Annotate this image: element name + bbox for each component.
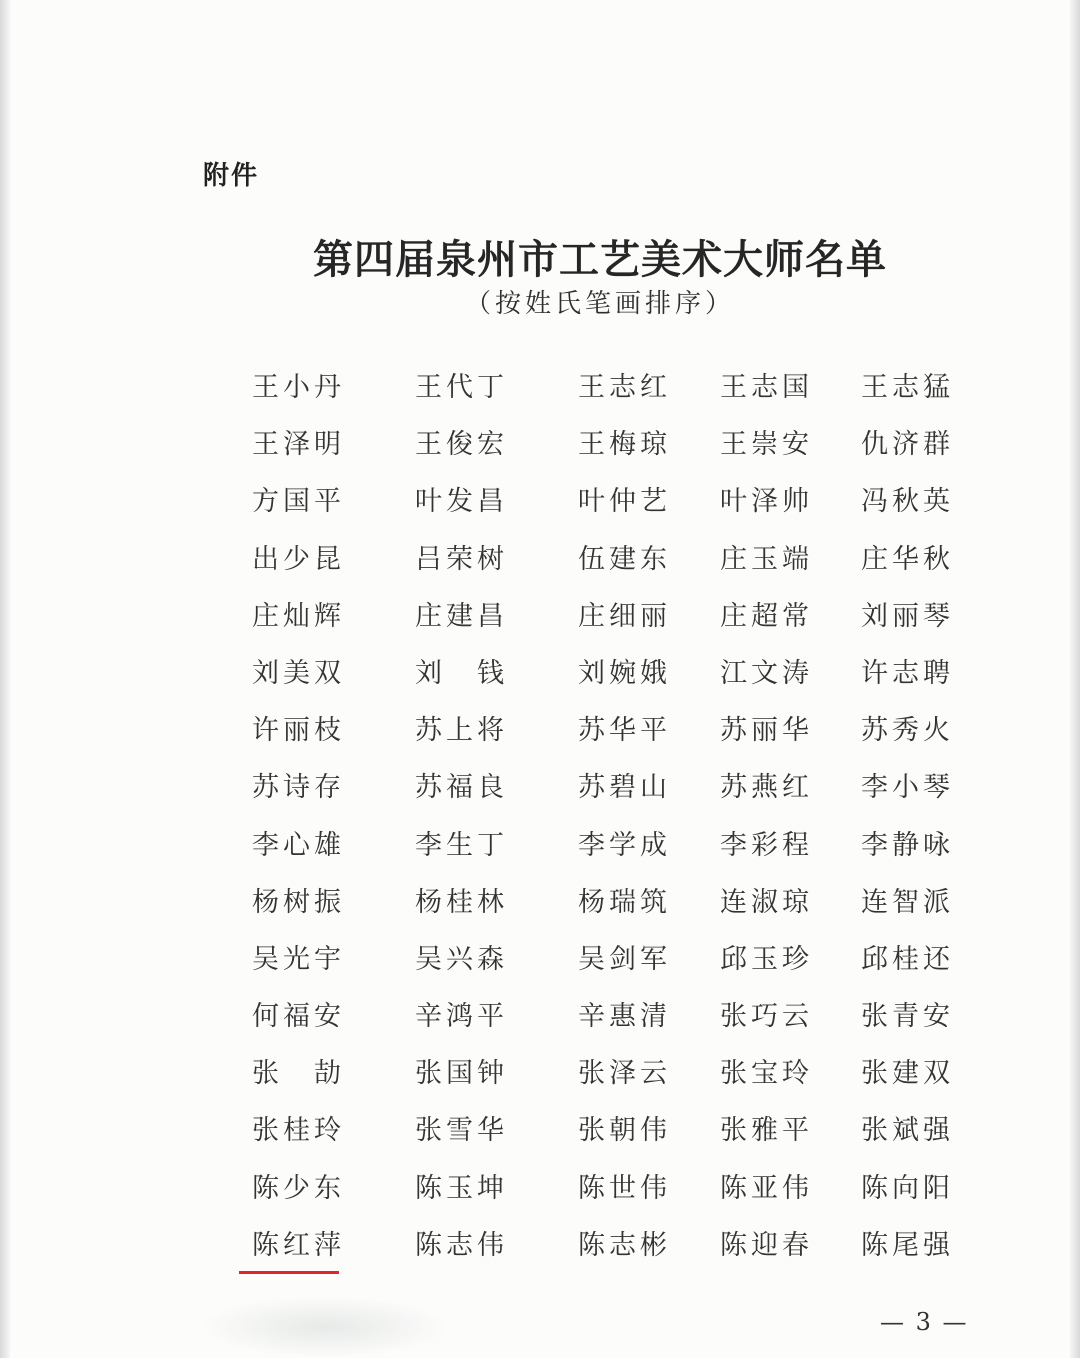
- name-cell: 伍建东: [578, 543, 671, 575]
- name-cell: 陈世伟: [578, 1172, 671, 1204]
- name-cell: 苏燕红: [720, 772, 813, 804]
- page-number: — 3 —: [880, 1308, 969, 1336]
- name-cell: 王志红: [578, 372, 671, 403]
- name-cell: 张宝玲: [720, 1058, 813, 1090]
- name-cell: 王志猛: [861, 372, 954, 403]
- name-cell: 陈向阳: [861, 1172, 954, 1204]
- name-cell: 李生丁: [415, 829, 508, 861]
- name-cell: 李静咏: [861, 829, 954, 861]
- name-cell: 苏诗存: [252, 772, 345, 804]
- name-cell: 陈志伟: [415, 1229, 508, 1261]
- name-cell: 叶发昌: [415, 486, 508, 518]
- name-cell: 王泽明: [252, 429, 345, 461]
- name-cell: 陈迎春: [720, 1229, 813, 1261]
- name-cell: 杨树振: [252, 886, 345, 918]
- name-cell: 邱桂还: [861, 943, 954, 975]
- name-cell: 王代丁: [415, 372, 508, 403]
- name-cell: 叶仲艺: [578, 486, 671, 518]
- red-underline-mark: [239, 1271, 339, 1274]
- name-cell: 吴剑军: [578, 943, 671, 975]
- name-cell: 苏福良: [415, 772, 508, 804]
- scan-smudge: [200, 1296, 450, 1358]
- name-cell: 陈志彬: [578, 1229, 671, 1261]
- name-cell: 刘美双: [252, 657, 345, 689]
- name-cell: 仇济群: [861, 429, 954, 461]
- name-cell: 许丽枝: [252, 715, 345, 747]
- name-cell: 连淑琼: [720, 886, 813, 918]
- name-cell: 苏丽华: [720, 715, 813, 747]
- name-cell: 何福安: [252, 1001, 345, 1033]
- name-cell: 辛惠清: [578, 1001, 671, 1033]
- name-cell: 陈亚伟: [720, 1172, 813, 1204]
- name-cell: 江文涛: [720, 657, 813, 689]
- name-cell: 吕荣树: [415, 543, 508, 575]
- name-cell: 刘丽琴: [861, 600, 954, 632]
- name-cell: 邱玉珍: [720, 943, 813, 975]
- name-cell: 刘婉娥: [578, 657, 671, 689]
- name-cell: 出少昆: [252, 543, 345, 575]
- name-cell: 张巧云: [720, 1001, 813, 1033]
- name-cell: 辛鸿平: [415, 1001, 508, 1033]
- name-cell: 杨瑞筑: [578, 886, 671, 918]
- document-title: 第四届泉州市工艺美术大师名单: [313, 236, 887, 283]
- scan-edge-left: [0, 0, 10, 1358]
- name-cell: 苏秀火: [861, 715, 954, 747]
- name-cell: 许志聘: [861, 657, 954, 689]
- name-cell: 陈红萍: [252, 1229, 345, 1261]
- name-cell: 张青安: [861, 1001, 954, 1033]
- name-cell: 冯秋英: [861, 486, 954, 518]
- name-cell: 李小琴: [861, 772, 954, 804]
- name-cell: 李心雄: [252, 829, 345, 861]
- name-cell: 张雪华: [415, 1115, 508, 1147]
- name-cell: 李彩程: [720, 829, 813, 861]
- name-cell: 杨桂林: [415, 886, 508, 918]
- name-cell: 方国平: [252, 486, 345, 518]
- name-cell: 张泽云: [578, 1058, 671, 1090]
- name-cell: 张朝伟: [578, 1115, 671, 1147]
- name-cell: 王俊宏: [415, 429, 508, 461]
- name-cell: 张国钟: [415, 1058, 508, 1090]
- name-cell: 李学成: [578, 829, 671, 861]
- name-cell: 张建双: [861, 1058, 954, 1090]
- name-cell: 王小丹: [252, 372, 345, 403]
- name-cell: 吴兴森: [415, 943, 508, 975]
- name-cell: 王志国: [720, 372, 813, 403]
- name-cell: 张 劼: [252, 1058, 345, 1090]
- names-grid: [240, 362, 960, 1277]
- name-cell: 吴光宇: [252, 943, 345, 975]
- name-cell: 陈尾强: [861, 1229, 954, 1261]
- name-cell: 庄华秋: [861, 543, 954, 575]
- name-cell: 王梅琼: [578, 429, 671, 461]
- name-cell: 叶泽帅: [720, 486, 813, 518]
- name-cell: 刘 钱: [415, 657, 508, 689]
- name-cell: 连智派: [861, 886, 954, 918]
- name-cell: 王崇安: [720, 429, 813, 461]
- scan-edge-right: [1070, 0, 1080, 1358]
- attachment-label: 附件: [203, 161, 260, 191]
- name-cell: 庄超常: [720, 600, 813, 632]
- name-cell: 苏碧山: [578, 772, 671, 804]
- name-cell: 苏上将: [415, 715, 508, 747]
- name-cell: 苏华平: [578, 715, 671, 747]
- name-cell: 陈少东: [252, 1172, 345, 1204]
- name-cell: 庄灿辉: [252, 600, 345, 632]
- name-cell: 庄玉端: [720, 543, 813, 575]
- name-cell: 张桂玲: [252, 1115, 345, 1147]
- name-cell: 张雅平: [720, 1115, 813, 1147]
- document-subtitle: （按姓氏笔画排序）: [464, 289, 735, 319]
- name-cell: 庄建昌: [415, 600, 508, 632]
- name-cell: 庄细丽: [578, 600, 671, 632]
- name-cell: 陈玉坤: [415, 1172, 508, 1204]
- name-cell: 张斌强: [861, 1115, 954, 1147]
